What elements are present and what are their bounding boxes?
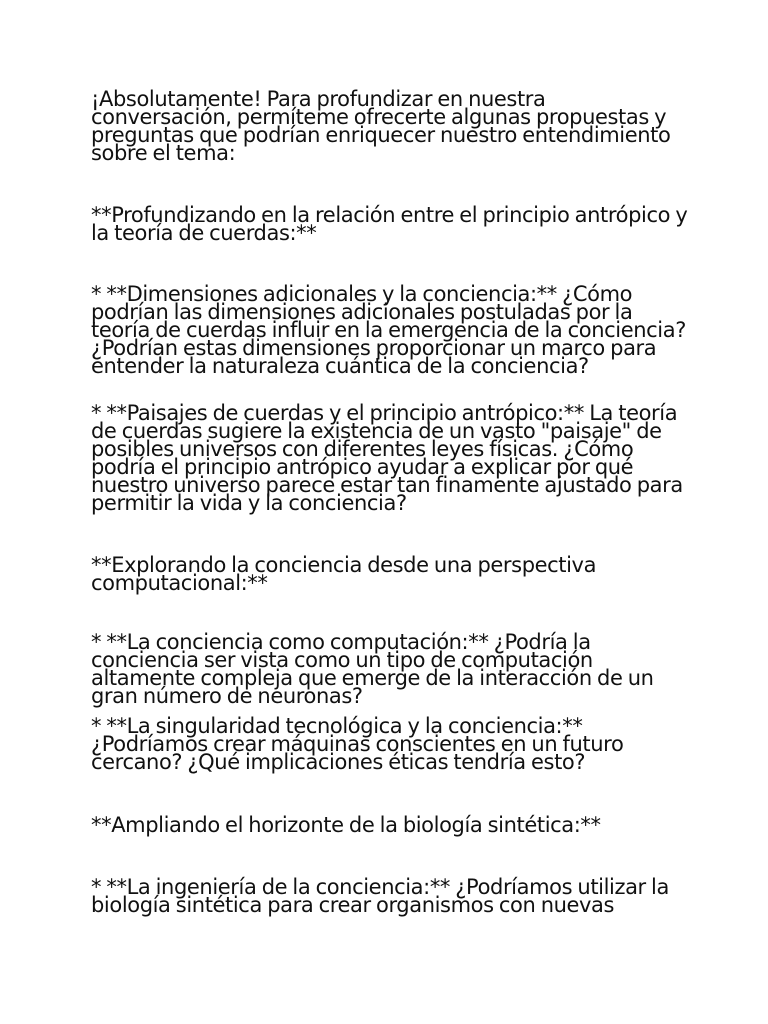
bullet-extra-dimensions: * **Dimensiones adicionales y la conciencia:** ¿Cómo podrían las dimensiones adicionales postuladas por la teoría de cuerdas influir en la emergencia de la conciencia? ¿Podrían estas dimensiones proporcionar un marco para entender la naturaleza cuántica de la conciencia? bbox=[91, 282, 686, 378]
section-heading-string-theory: **Profundizando en la relación entre el principio antrópico y la teoría de cuerdas:** bbox=[91, 203, 688, 245]
section-heading-computational: **Explorando la conciencia desde una perspectiva computacional:** bbox=[91, 553, 597, 595]
bullet-string-landscape: * **Paisajes de cuerdas y el principio antrópico:** La teoría de cuerdas sugiere la existencia de un vasto "paisaje" de posibles universos con diferentes leyes físicas. ¿Cómo podría el principio antrópico ayudar a explicar por qué nuestro universo parece estar tan finamente ajustado para permitir la vida y la conciencia? bbox=[91, 401, 683, 515]
intro-paragraph: ¡Absolutamente! Para profundizar en nuestra conversación, permíteme ofrecerte algunas propuestas y preguntas que podrían enriquecer nuestro entendimiento sobre el tema: bbox=[91, 87, 671, 165]
bullet-consciousness-engineering: * **La ingeniería de la conciencia:** ¿Podríamos utilizar la biología sintética para crear organismos con nuevas bbox=[91, 875, 669, 917]
bullet-consciousness-computation: * **La conciencia como computación:** ¿Podría la conciencia ser vista como un tipo de computación altamente compleja que emerge de la interacción de un gran número de neuronas? bbox=[91, 630, 654, 708]
bullet-technological-singularity: * **La singularidad tecnológica y la conciencia:** ¿Podríamos crear máquinas conscientes en un futuro cercano? ¿Qué implicaciones éticas tendría esto? bbox=[91, 714, 624, 774]
section-heading-synthetic-biology: **Ampliando el horizonte de la biología sintética:** bbox=[91, 813, 601, 837]
